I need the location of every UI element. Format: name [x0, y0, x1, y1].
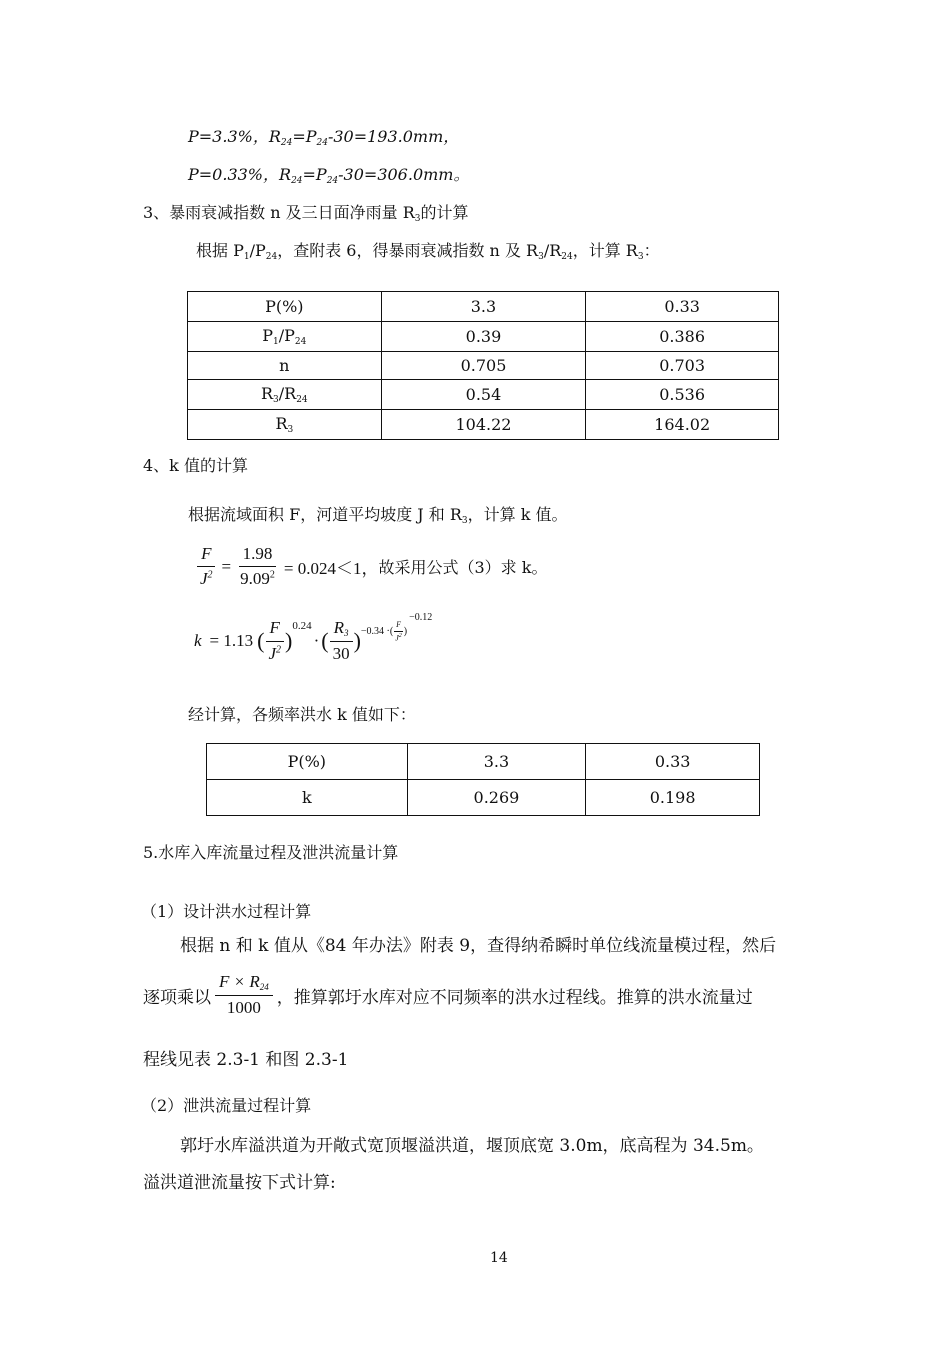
para-text: ，计算 R: [572, 241, 638, 260]
table-cell: 0.705: [381, 352, 586, 380]
subscript: 3: [461, 516, 468, 526]
denominator: 30: [332, 643, 350, 663]
section-4-after-text: 经计算，各频率洪水 k 值如下：: [188, 705, 416, 724]
superscript: 2: [398, 632, 402, 639]
label-text: n: [279, 356, 290, 375]
subsection-1-line-2: [143, 972, 753, 1018]
superscript: 2: [276, 643, 282, 655]
table-cell: 0.269: [407, 780, 586, 816]
subscript: 24: [561, 252, 573, 262]
table-cell: 104.22: [381, 410, 586, 440]
denominator: [196, 567, 217, 589]
label-text: R: [260, 384, 274, 403]
numerator: [215, 972, 273, 996]
row-label: [188, 410, 382, 440]
subscript: 24: [296, 395, 308, 405]
table-cell: 0.54: [381, 380, 586, 410]
exponent: 0.24: [292, 620, 312, 632]
fraction-f-j2: [264, 618, 285, 664]
formula-text: =P: [302, 165, 327, 184]
formula-text: -30=193.0mm，: [327, 127, 460, 146]
fraction-values: [236, 544, 279, 590]
equals-sign: =: [221, 556, 232, 576]
subsection-2-line-2: 溢洪道泄流量按下式计算:: [143, 1173, 336, 1193]
header-cell: P(%): [188, 292, 382, 322]
fraction-f-r24-1000: [215, 972, 273, 1018]
row-label: [188, 322, 382, 352]
table-row: [188, 352, 779, 380]
label-text: /R: [278, 384, 297, 403]
subscript: 24: [294, 337, 307, 347]
subscript: 1: [273, 337, 279, 347]
table-header-row: [188, 292, 779, 322]
row-label: k: [207, 780, 408, 816]
para-text: 根据 P: [196, 241, 244, 260]
equation-note: 故采用公式（3）求 k。: [378, 558, 548, 578]
mini-fraction: [393, 620, 404, 643]
den-text: J: [268, 643, 277, 663]
numerator: [330, 618, 353, 642]
open-paren: (: [257, 628, 265, 654]
dot-operator: ·: [313, 631, 320, 651]
para-text: ，查附表 6，得暴雨衰减指数 n 及 R: [277, 241, 539, 260]
subscript: 3: [414, 214, 421, 224]
close-paren: ): [353, 628, 361, 654]
para-text: 根据流域面积 F，河道平均坡度 J 和 R: [188, 505, 462, 524]
fraction-r3-30: [329, 618, 354, 664]
subscript: 24: [265, 252, 278, 262]
subscript: 24: [291, 176, 303, 186]
coefficient: = 1.13: [209, 631, 254, 651]
k-symbol: k: [194, 631, 202, 651]
subsection-1-line-1: 根据 n 和 k 值从《84 年办法》附表 9，查得纳希瞬时单位线流量模过程，然后: [180, 936, 777, 956]
subscript: 24: [259, 982, 269, 992]
subscript: 24: [316, 138, 328, 148]
formula-text: -30=306.0mm。: [338, 165, 470, 184]
para-text: ，计算 k 值。: [467, 505, 568, 524]
equation-f-over-j2: [196, 544, 547, 590]
subscript: 3: [344, 628, 349, 638]
numerator: F: [197, 544, 215, 567]
exponent-superscript: −0.12: [409, 612, 433, 623]
para-text: ：: [643, 241, 660, 260]
k-value-table: [206, 743, 760, 816]
close-paren: ): [285, 628, 293, 654]
table-cell: 0.536: [586, 380, 779, 410]
table-header-row: [207, 744, 760, 780]
denominator: [393, 632, 404, 643]
label-text: P: [262, 326, 274, 345]
subsection-2-line-1: 郭圩水库溢洪道为开敞式宽顶堰溢洪道，堰顶底宽 3.0m，底高程为 34.5m。: [180, 1136, 764, 1156]
heading-text: 的计算: [420, 203, 469, 222]
subscript: 24: [280, 138, 293, 148]
subscript: 3: [538, 252, 544, 262]
equation-k: [194, 612, 433, 664]
row-label: [188, 380, 382, 410]
para-text: /P: [249, 241, 266, 260]
num-text: F × R: [219, 972, 260, 991]
subscript: 3: [273, 395, 279, 405]
numerator: F: [266, 618, 284, 641]
subscript: 3: [287, 425, 294, 435]
header-cell: 0.33: [586, 744, 760, 780]
para-text: ，推算郭圩水库对应不同频率的洪水过程线。推算的洪水流量过: [276, 987, 753, 1008]
table-cell: 164.02: [586, 410, 779, 440]
table-cell: 0.198: [586, 780, 760, 816]
formula-p-3-3: [188, 124, 459, 148]
section-4-paragraph: [188, 502, 568, 526]
section-5-heading: 5.水库入库流量过程及泄洪流量计算: [143, 843, 399, 862]
fraction-f-j2: [196, 544, 217, 590]
header-cell: 3.3: [381, 292, 586, 322]
subscript: 1: [243, 252, 250, 262]
denominator: [264, 642, 285, 664]
formula-text: P=0.33%，R: [188, 165, 292, 184]
subsection-1-line-3: 程线见表 2.3-1 和图 2.3-1: [143, 1050, 349, 1070]
nested-exponent: [360, 612, 433, 643]
equation-result: = 0.024＜1，: [283, 559, 379, 579]
row-label: [188, 352, 382, 380]
table-row: [207, 780, 760, 816]
table-cell: 0.39: [381, 322, 586, 352]
den-text: J: [395, 633, 399, 643]
section-3-heading: [143, 200, 469, 224]
superscript: 2: [269, 569, 275, 581]
den-text: 9.09: [240, 569, 270, 589]
label-text: /P: [278, 326, 295, 345]
exponent-text: −0.34 ·(: [360, 625, 394, 637]
subsection-2-heading: （2）泄洪流量过程计算: [141, 1096, 312, 1115]
table-row: [188, 322, 779, 352]
exponent-text: ): [403, 625, 408, 637]
numerator: F: [394, 620, 403, 632]
section-4-heading: 4、k 值的计算: [143, 456, 248, 475]
num-text: R: [333, 618, 345, 637]
heading-text: 3、暴雨衰减指数 n 及三日面净雨量 R: [143, 203, 415, 222]
table-row: [188, 410, 779, 440]
section-3-paragraph: [196, 238, 660, 262]
formula-text: =P: [292, 127, 317, 146]
denominator: 1000: [226, 997, 261, 1017]
table-cell: 0.386: [586, 322, 779, 352]
superscript: 2: [207, 569, 213, 581]
label-text: R: [275, 414, 288, 433]
open-paren: (: [321, 628, 329, 654]
header-cell: P(%): [207, 744, 408, 780]
subscript: 24: [326, 176, 339, 186]
denominator: [236, 567, 279, 589]
den-text: J: [200, 569, 208, 589]
rainfall-decay-table: [187, 291, 779, 440]
formula-text: P=3.3%，R: [188, 127, 281, 146]
header-cell: 3.3: [407, 744, 586, 780]
page-number: 14: [490, 1250, 508, 1266]
para-text: /R: [543, 241, 562, 260]
subsection-1-heading: （1）设计洪水过程计算: [141, 902, 312, 921]
subscript: 3: [637, 252, 644, 262]
numerator: 1.98: [239, 544, 277, 567]
formula-p-0-33: [188, 162, 469, 186]
table-cell: 0.703: [586, 352, 779, 380]
header-cell: 0.33: [586, 292, 779, 322]
table-row: [188, 380, 779, 410]
para-text: 逐项乘以: [143, 987, 211, 1008]
